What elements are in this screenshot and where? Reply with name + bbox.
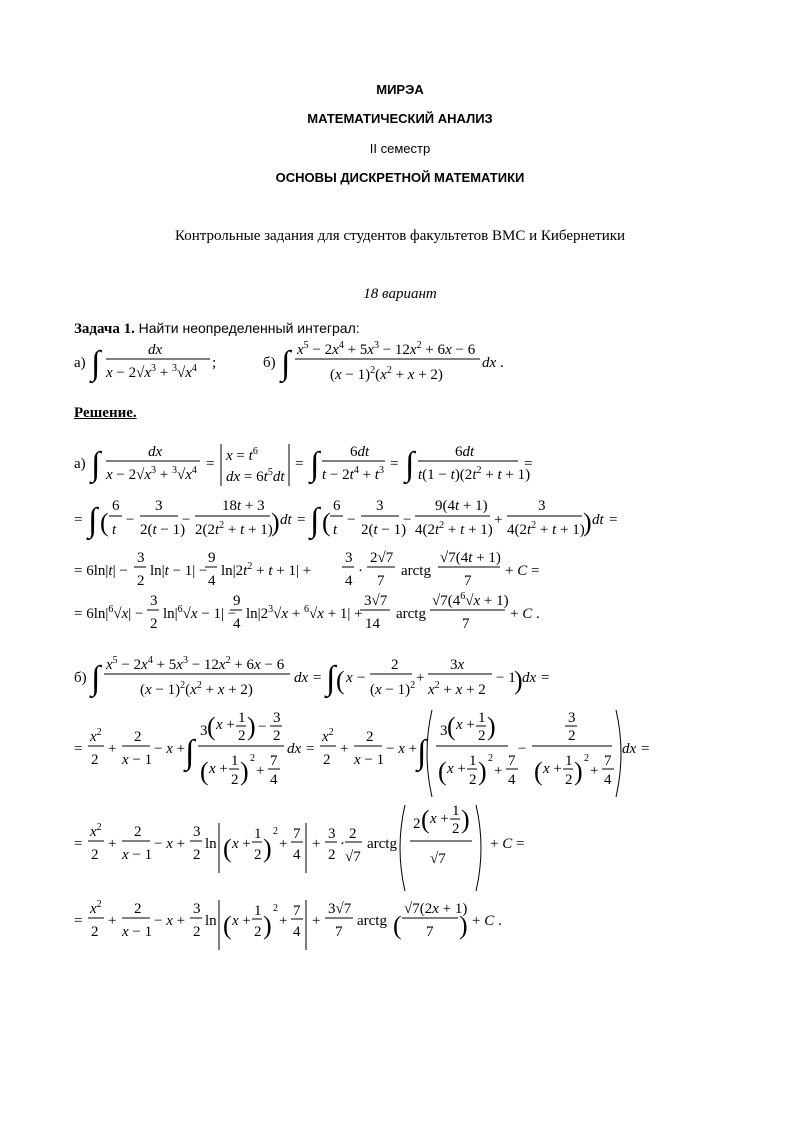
svg-text:2: 2 <box>273 826 278 837</box>
svg-text:=: = <box>313 670 322 686</box>
svg-text:+: + <box>108 913 117 929</box>
svg-text:2: 2 <box>273 903 278 914</box>
svg-text:2: 2 <box>323 752 331 768</box>
svg-text:2: 2 <box>366 729 374 745</box>
svg-text:= 6ln|6√x| −: = $6\ln|^6√x|$ − <box>74 604 144 622</box>
variant-label: 18 вариант <box>363 286 437 302</box>
solution-heading: Решение. <box>74 405 137 421</box>
svg-text:3√7: 3√7 <box>364 593 388 609</box>
svg-text:;: ; <box>212 355 217 371</box>
topic-title: ОСНОВЫ ДИСКРЕТНОЙ МАТЕМАТИКИ <box>275 170 525 185</box>
svg-text:1: 1 <box>469 753 477 769</box>
svg-text:7: 7 <box>508 753 516 769</box>
svg-text:− 1: − 1 <box>496 670 516 686</box>
solution-a-line-2 <box>0 494 800 548</box>
svg-text:dx: dx <box>287 741 302 757</box>
svg-text:−: − <box>403 512 412 528</box>
svg-text:√7: √7 <box>345 849 361 865</box>
svg-text:√7(2x + 1): √7(2x + 1) <box>404 901 468 917</box>
svg-text:): ) <box>478 757 487 786</box>
svg-text:− x +: − x + <box>154 913 186 929</box>
svg-text:): ) <box>487 712 496 741</box>
task-label: Задача 1. <box>74 321 135 337</box>
svg-text:1: 1 <box>452 803 460 819</box>
svg-text:18t + 3: 18t + 3 <box>222 498 265 514</box>
svg-text:∫: ∫ <box>326 660 336 697</box>
svg-text:dx: dx <box>148 444 163 460</box>
svg-text:x = t6: $x = t^6$ <box>226 446 258 464</box>
svg-text:x +: x + <box>232 913 251 929</box>
svg-text:x2: $x^2$ <box>90 822 102 840</box>
svg-text:dx = 6t5dt: dx = $6t^5dt$ <box>226 467 285 485</box>
svg-text:− x +: − x + <box>154 836 186 852</box>
svg-text:6dt: 6dt <box>350 444 370 460</box>
svg-text:3: 3 <box>137 550 145 566</box>
svg-text:6: 6 <box>112 498 120 514</box>
svg-text:+: + <box>256 763 265 779</box>
svg-text:dt: dt <box>280 512 292 528</box>
svg-text:√7(4t + 1): √7(4t + 1) <box>440 550 501 566</box>
svg-text:x +: x + <box>543 761 562 777</box>
svg-text:): ) <box>459 911 468 940</box>
svg-text:=: = <box>641 741 650 757</box>
svg-text:4: 4 <box>233 616 241 632</box>
svg-text:2: 2 <box>328 847 336 863</box>
svg-text:ln|6√x − 1| −: $\ln|^6√x - 1|$ − <box>163 604 237 622</box>
svg-text:2: 2 <box>488 753 493 764</box>
svg-text:t: t <box>333 522 338 538</box>
svg-text:): ) <box>574 757 583 786</box>
svg-text:6: 6 <box>333 498 341 514</box>
task-statement <box>74 320 360 338</box>
svg-text:2(t − 1): 2(t − 1) <box>140 522 186 538</box>
svg-text:3: 3 <box>193 901 201 917</box>
svg-text:=: = <box>206 456 215 472</box>
svg-text:.: . <box>500 355 504 371</box>
svg-text:∫: ∫ <box>91 345 101 382</box>
svg-text:2: 2 <box>391 657 399 673</box>
svg-text:2: 2 <box>568 728 576 744</box>
svg-text:x2 + x + 2: $x^2 + x + 2$ <box>428 680 486 698</box>
svg-text:4: 4 <box>270 772 278 788</box>
svg-text:ln: ln <box>205 836 217 852</box>
svg-text:3: 3 <box>328 826 336 842</box>
svg-text:(: ( <box>200 757 209 786</box>
svg-text:(: ( <box>438 757 447 786</box>
svg-text:∫: ∫ <box>91 446 101 483</box>
svg-text:1: 1 <box>478 710 486 726</box>
svg-text:4: 4 <box>293 924 301 940</box>
svg-text:): ) <box>514 666 523 695</box>
svg-text:+: + <box>108 741 117 757</box>
svg-text:·: · <box>358 563 363 579</box>
svg-text:dx: dx <box>522 670 537 686</box>
svg-text:+: + <box>279 836 288 852</box>
svg-text:(x − 1)2(x2 + x + 2): $(x - 1)^2(x^2 + x + 2)$ <box>330 365 443 383</box>
subtitle: Контрольные задания для студентов факультетов ВМС и Кибернетики <box>174 228 626 244</box>
svg-text:2: 2 <box>413 816 421 832</box>
svg-text:7: 7 <box>377 573 385 589</box>
svg-text:dx: dx <box>294 670 309 686</box>
svg-text:4: 4 <box>208 573 216 589</box>
solution-b-line-2 <box>0 705 800 800</box>
solution-b-answer <box>0 895 800 955</box>
svg-text:+: + <box>494 512 503 528</box>
svg-text:∫: ∫ <box>417 734 427 771</box>
svg-text:∫: ∫ <box>91 660 101 697</box>
svg-text:(: ( <box>534 757 543 786</box>
svg-text:2: 2 <box>91 924 99 940</box>
svg-text:2: 2 <box>273 728 281 744</box>
svg-text:2: 2 <box>134 901 142 917</box>
svg-text:2: 2 <box>134 824 142 840</box>
svg-text:=: = <box>74 741 83 757</box>
svg-text:): ) <box>461 805 470 834</box>
solution-a-line-3 <box>0 548 800 598</box>
svg-text:t − 2t4 + t3: $t - 2t^4 + t^3$ <box>322 465 384 483</box>
svg-text:arctg: arctg <box>396 606 426 622</box>
svg-text:2: 2 <box>452 821 460 837</box>
svg-text:=: = <box>390 456 399 472</box>
svg-text:(: ( <box>223 834 232 863</box>
svg-text:+: + <box>108 836 117 852</box>
svg-text:2: 2 <box>193 847 201 863</box>
svg-text:ln|23√x + 6√x + 1| +: $\ln|2^3√x + ^6√x + 1|$ + <box>246 604 363 622</box>
svg-text:2: 2 <box>565 772 573 788</box>
svg-text:arctg: arctg <box>357 913 387 929</box>
svg-text:4(2t2 + t + 1): $4(2t^2 + t + 1)$ <box>507 520 585 538</box>
svg-text:3: 3 <box>273 710 281 726</box>
semester-label: II семестр <box>369 141 431 156</box>
svg-text:2: 2 <box>238 728 246 744</box>
svg-text:(: ( <box>393 911 402 940</box>
svg-text:(: ( <box>100 508 109 537</box>
svg-text:3: 3 <box>538 498 546 514</box>
svg-text:t(1 − t)(2t2 + t + 1): $t(1 - t)(2t^2 + t + 1)$ <box>418 465 531 483</box>
svg-text:∫: ∫ <box>405 446 415 483</box>
svg-text:): ) <box>583 508 592 537</box>
svg-text:14: 14 <box>365 616 380 632</box>
solution-part-a-label: а) <box>74 456 86 472</box>
svg-text:x +: x + <box>447 761 466 777</box>
svg-text:): ) <box>271 508 280 537</box>
svg-text:+: + <box>416 670 425 686</box>
svg-text:=: = <box>297 512 306 528</box>
svg-text:3: 3 <box>568 710 576 726</box>
svg-text:dx: dx <box>482 355 497 371</box>
svg-text:6dt: 6dt <box>455 444 475 460</box>
svg-text:ln|2t2 + t + 1| +: $\ln|2t^2 + t + 1|$ + <box>221 561 312 579</box>
svg-text:t: t <box>112 522 117 538</box>
svg-text:arctg: arctg <box>401 563 431 579</box>
svg-text:x − 1: x − 1 <box>122 847 153 863</box>
svg-text:+: + <box>340 741 349 757</box>
svg-text:(: ( <box>322 508 331 537</box>
institution-title: МИРЭА <box>376 82 424 97</box>
svg-text:2: 2 <box>469 772 477 788</box>
svg-text:+ C =: + C = <box>505 563 540 579</box>
svg-text:x − 2√x3 + 3√x4: $x - 2√x^3 + ^3√x^4$ <box>106 363 197 381</box>
svg-text:x +: x + <box>430 811 449 827</box>
task-part-b-label: б) <box>263 355 276 371</box>
svg-text:3: 3 <box>150 593 158 609</box>
svg-text:2: 2 <box>478 728 486 744</box>
svg-text:2: 2 <box>193 924 201 940</box>
svg-text:3x: 3x <box>450 657 465 673</box>
svg-text:x +: x + <box>456 717 475 733</box>
svg-text:− x +: − x + <box>386 741 418 757</box>
svg-text:): ) <box>263 911 272 940</box>
svg-text:− x +: − x + <box>154 741 186 757</box>
svg-text:−: − <box>258 719 267 735</box>
svg-text:2: 2 <box>91 752 99 768</box>
svg-text:7: 7 <box>270 753 278 769</box>
svg-text:(: ( <box>223 911 232 940</box>
svg-text:9: 9 <box>208 550 216 566</box>
svg-text:+: + <box>494 763 503 779</box>
svg-text:4: 4 <box>508 772 516 788</box>
svg-text:x2: $x^2$ <box>90 899 102 917</box>
svg-text:7: 7 <box>462 616 470 632</box>
svg-text:4(2t2 + t + 1): $4(2t^2 + t + 1)$ <box>415 520 493 538</box>
svg-text:2: 2 <box>150 616 158 632</box>
svg-text:∫: ∫ <box>310 502 320 539</box>
svg-text:1: 1 <box>565 753 573 769</box>
svg-text:2(2t2 + t + 1): $2(2t^2 + t + 1)$ <box>195 520 273 538</box>
svg-text:dx: dx <box>622 741 637 757</box>
svg-text:+: + <box>312 913 321 929</box>
svg-text:=: = <box>74 913 83 929</box>
svg-text:7: 7 <box>426 924 434 940</box>
svg-text:2: 2 <box>91 847 99 863</box>
solution-part-b-label: б) <box>74 670 87 686</box>
svg-text:√7: √7 <box>430 851 446 867</box>
svg-text:+: + <box>312 836 321 852</box>
svg-text:arctg: arctg <box>367 836 397 852</box>
solution-a-line-1 <box>0 440 800 490</box>
svg-text:=: = <box>295 456 304 472</box>
svg-text:3: 3 <box>200 723 208 739</box>
svg-text:x − 1: x − 1 <box>122 752 153 768</box>
svg-text:2: 2 <box>134 729 142 745</box>
svg-text:1: 1 <box>254 826 262 842</box>
svg-text:x +: x + <box>209 761 228 777</box>
svg-text:(x − 1)2: $(x - 1)^2$ <box>370 680 416 698</box>
svg-text:3: 3 <box>376 498 384 514</box>
svg-text:−: − <box>126 512 135 528</box>
svg-text:dt: dt <box>592 512 604 528</box>
svg-text:−: − <box>518 741 527 757</box>
svg-text:3: 3 <box>155 498 163 514</box>
svg-text:4: 4 <box>345 573 353 589</box>
svg-text:(: ( <box>207 712 216 741</box>
svg-text:=: = <box>306 741 315 757</box>
svg-text:x2: $x^2$ <box>322 727 334 745</box>
svg-text:): ) <box>247 712 256 741</box>
solution-b-line-1 <box>0 655 800 705</box>
svg-text:∫: ∫ <box>310 446 320 483</box>
svg-text:−: − <box>357 670 366 686</box>
svg-text:9(4t + 1): 9(4t + 1) <box>435 498 488 514</box>
svg-text:1: 1 <box>238 710 246 726</box>
svg-text:=: = <box>524 456 533 472</box>
svg-text:3√7: 3√7 <box>328 901 352 917</box>
svg-text:(x − 1)2(x2 + x + 2): $(x - 1)^2(x^2 + x + 2)$ <box>140 680 253 698</box>
svg-text:x − 2√x3 + 3√x4: $x - 2√x^3 + ^3√x^4$ <box>106 465 197 483</box>
svg-text:=: = <box>541 670 550 686</box>
svg-text:dx: dx <box>148 342 163 358</box>
svg-text:∫: ∫ <box>88 502 98 539</box>
svg-text:·: · <box>340 836 345 852</box>
task-formulas <box>0 340 800 390</box>
svg-text:2(t − 1): 2(t − 1) <box>361 522 407 538</box>
svg-text:=: = <box>74 836 83 852</box>
svg-text:2: 2 <box>137 573 145 589</box>
svg-text:2: 2 <box>254 924 262 940</box>
svg-text:4: 4 <box>604 772 612 788</box>
svg-text:(: ( <box>447 712 456 741</box>
svg-text:2: 2 <box>231 772 239 788</box>
svg-text:2: 2 <box>584 753 589 764</box>
svg-text:1: 1 <box>231 753 239 769</box>
svg-text:x2: $x^2$ <box>90 727 102 745</box>
svg-text:x5 − 2x4 + 5x3 − 12x2 + 6x − 6: $x^5 - 2x^4 + 5x^3 - 12x^2 + 6x - 6$ <box>106 655 285 673</box>
svg-text:= 6ln|t| −: = 6ln|t| − <box>74 563 128 579</box>
svg-text:ln: ln <box>205 913 217 929</box>
svg-text:2: 2 <box>250 753 255 764</box>
svg-text:): ) <box>240 757 249 786</box>
svg-text:−: − <box>182 512 191 528</box>
course-title: МАТЕМАТИЧЕСКИЙ АНАЛИЗ <box>307 111 493 126</box>
svg-text:−: − <box>347 512 356 528</box>
svg-text:+ C .: + C . <box>510 606 540 622</box>
svg-text:∫: ∫ <box>281 345 291 382</box>
svg-text:(: ( <box>421 805 430 834</box>
solution-a-answer <box>0 591 800 646</box>
svg-text:2: 2 <box>254 847 262 863</box>
svg-text:9: 9 <box>233 593 241 609</box>
svg-text:7: 7 <box>464 573 472 589</box>
svg-text:√7(46√x + 1): $√7(4^6√x + 1)$ <box>432 591 509 609</box>
svg-text:2: 2 <box>349 826 357 842</box>
svg-text:=: = <box>609 512 618 528</box>
svg-text:3: 3 <box>193 824 201 840</box>
svg-text:∫: ∫ <box>185 734 195 771</box>
svg-text:7: 7 <box>604 753 612 769</box>
svg-text:ln|t − 1| −: ln|t − 1| − <box>150 563 208 579</box>
svg-text:x: x <box>346 670 353 686</box>
task-part-a-label: а) <box>74 355 86 371</box>
svg-text:3: 3 <box>345 550 353 566</box>
svg-text:7: 7 <box>293 903 301 919</box>
svg-text:): ) <box>263 834 272 863</box>
svg-text:x − 1: x − 1 <box>122 924 153 940</box>
solution-b-line-3 <box>0 803 800 893</box>
svg-text:(: ( <box>336 666 345 695</box>
svg-text:=: = <box>74 512 83 528</box>
svg-text:7: 7 <box>335 924 343 940</box>
svg-text:+ C =: + C = <box>490 836 525 852</box>
svg-text:+: + <box>279 913 288 929</box>
svg-text:4: 4 <box>293 847 301 863</box>
svg-text:x − 1: x − 1 <box>354 752 385 768</box>
task-text: Найти неопределенный интеграл: <box>138 320 360 336</box>
svg-text:x +: x + <box>216 717 235 733</box>
svg-text:7: 7 <box>293 826 301 842</box>
svg-text:+ C .: + C . <box>472 913 502 929</box>
svg-text:3: 3 <box>440 723 448 739</box>
svg-text:2√7: 2√7 <box>370 550 394 566</box>
svg-text:+: + <box>590 763 599 779</box>
svg-text:1: 1 <box>254 903 262 919</box>
svg-text:x5 − 2x4 + 5x3 − 12x2 + 6x − 6: $x^5 - 2x^4 + 5x^3 - 12x^2 + 6x - 6$ <box>297 340 476 358</box>
svg-text:x +: x + <box>232 836 251 852</box>
